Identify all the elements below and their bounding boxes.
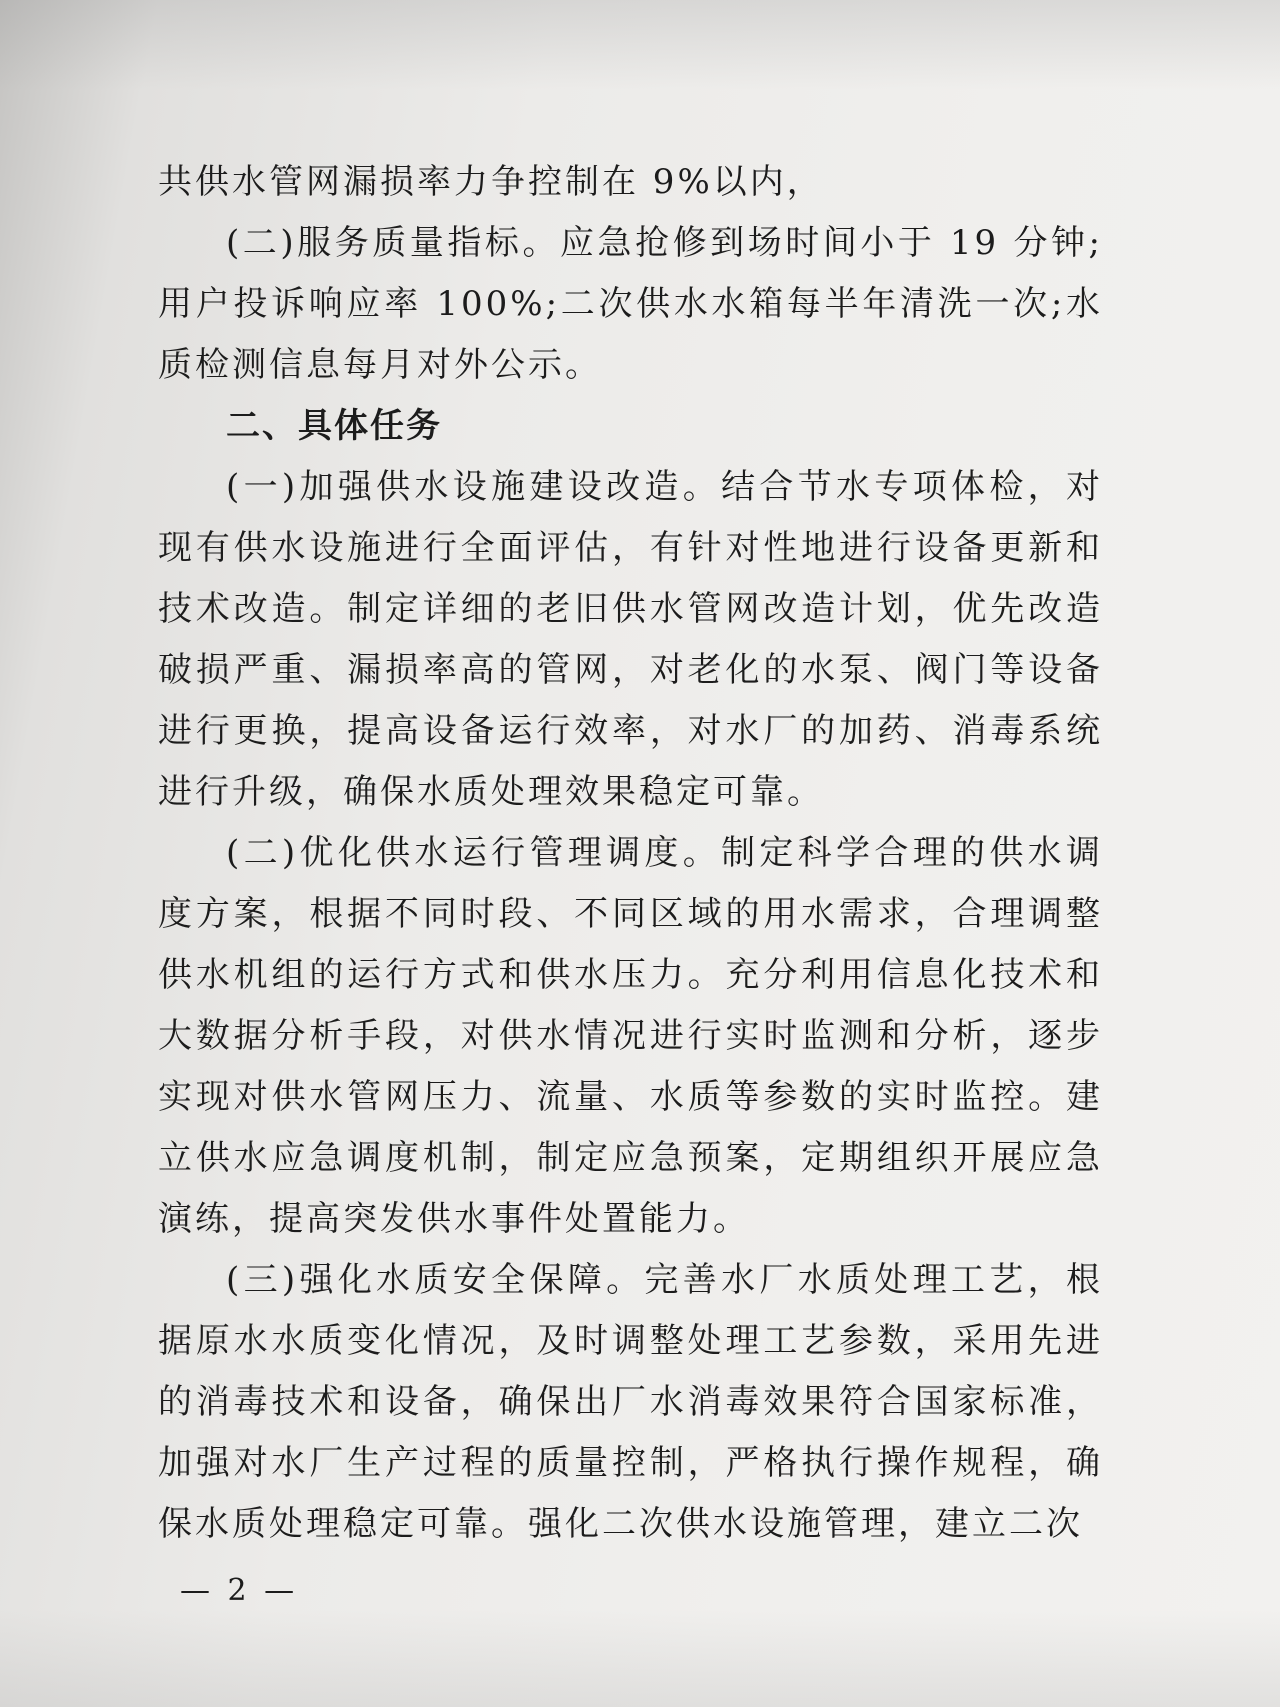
document-body <box>158 152 1103 1555</box>
continuation-paragraph: 共供水管网漏损率力争控制在 9%以内， <box>158 162 824 202</box>
service-quality-paragraph: (二)服务质量指标。应急抢修到场时间小于 19 分钟;用户投诉响应率 100%;二次供水水箱每半年清洗一次;水质检测信息每月对外公示。 <box>158 223 1103 385</box>
task-three-paragraph: (三)强化水质安全保障。完善水厂水质处理工艺，根据原水水质变化情况，及时调整处理工艺参数，采用先进的消毒技术和设备，确保出厂水消毒效果符合国家标准，加强对水厂生产过程的质量控制，严格执行操作规程，确保水质处理稳定可靠。强化二次供水设施管理，建立二次 <box>158 1260 1103 1544</box>
task-one-paragraph: (一)加强供水设施建设改造。结合节水专项体检，对现有供水设施进行全面评估，有针对性地进行设备更新和技术改造。制定详细的老旧供水管网改造计划，优先改造破损严重、漏损率高的管网，对老化的水泵、阀门等设备进行更换，提高设备运行效率，对水厂的加药、消毒系统进行升级，确保水质处理效果稳定可靠。 <box>158 467 1103 812</box>
task-two-paragraph: (二)优化供水运行管理调度。制定科学合理的供水调度方案，根据不同时段、不同区域的用水需求，合理调整供水机组的运行方式和供水压力。充分利用信息化技术和大数据分析手段，对供水情况进行实时监测和分析，逐步实现对供水管网压力、流量、水质等参数的实时监控。建立供水应急调度机制，制定应急预案，定期组织开展应急演练，提高突发供水事件处置能力。 <box>158 833 1103 1239</box>
bottom-shadow <box>0 1610 1280 1707</box>
page-number: — 2 — <box>180 1573 299 1608</box>
top-shadow <box>0 0 1280 90</box>
section-heading: 二、具体任务 <box>226 406 442 446</box>
